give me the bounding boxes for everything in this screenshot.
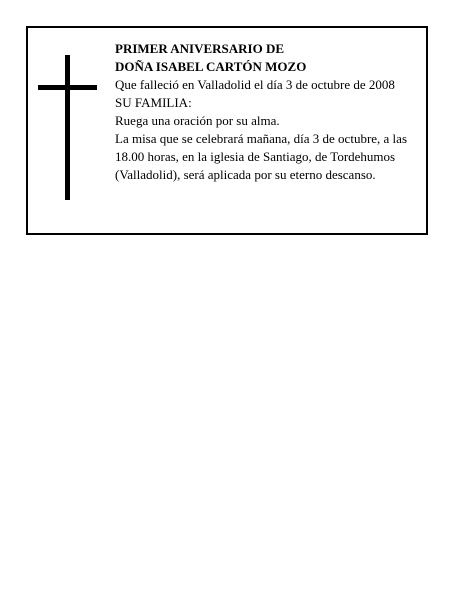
cross-horizontal-bar (38, 85, 97, 90)
family-label: SU FAMILIA: (115, 95, 192, 110)
obituary-notice (26, 26, 428, 235)
death-info: Que falleció en Valladolid el día 3 de octubre de 2008 (115, 77, 395, 92)
cross-vertical-bar (65, 55, 70, 200)
prayer-text: Ruega una oración por su alma. (115, 113, 280, 128)
notice-text (115, 40, 425, 184)
mass-line-2: 18.00 horas, en la iglesia de Santiago, de Tordehumos (115, 149, 396, 164)
mass-line-3: (Valladolid), será aplicada por su eterno descanso. (115, 167, 376, 182)
notice-heading-line-2: DOÑA ISABEL CARTÓN MOZO (115, 59, 307, 74)
mass-line-1: La misa que se celebrará mañana, día 3 de octubre, a las (115, 131, 407, 146)
notice-heading-line-1: PRIMER ANIVERSARIO DE (115, 41, 285, 56)
cross-icon (38, 55, 98, 200)
